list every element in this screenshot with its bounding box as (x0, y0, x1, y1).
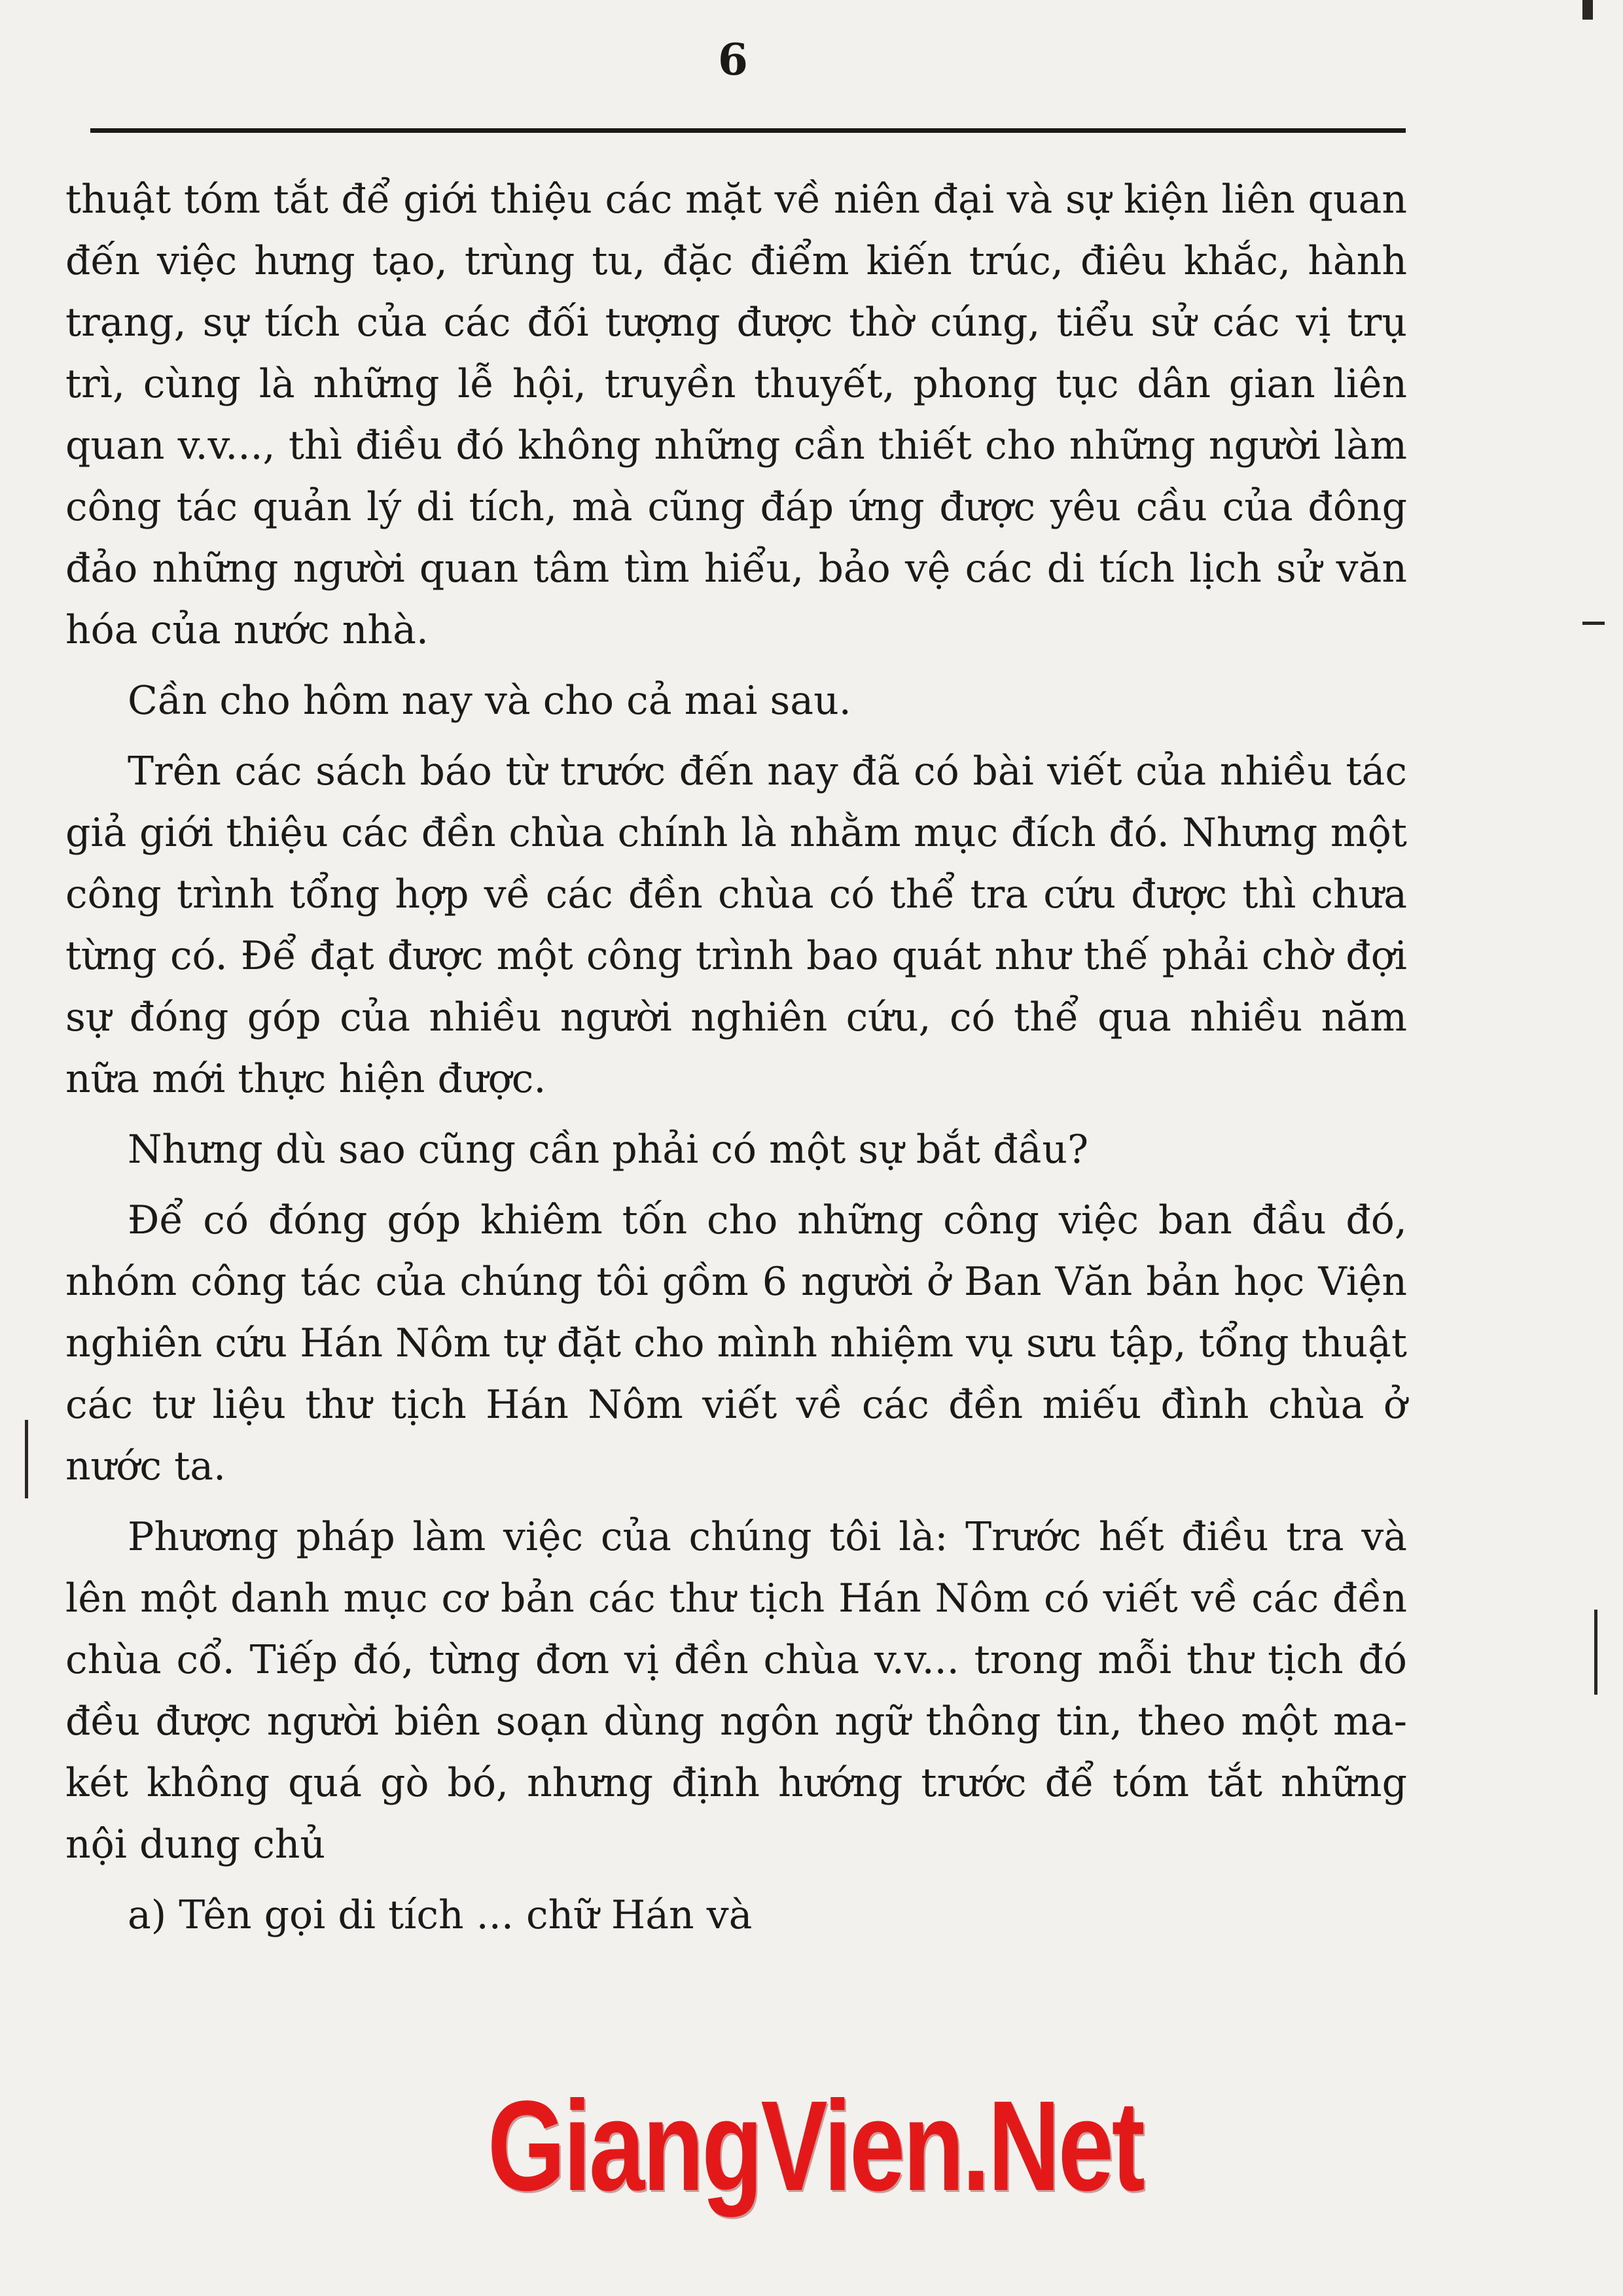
header-rule (90, 128, 1406, 133)
watermark-logo: GiangVien.Net (488, 2074, 1143, 2217)
body-text (65, 169, 1407, 1946)
paragraph-5: Để có đóng góp khiêm tốn cho những công việc ban đầu đó, nhóm công tác của chúng tôi gồm 6 người ở Ban Văn bản học Viện nghiên cứu Hán Nôm tự đặt cho mình nhiệm vụ sưu tập, tổng thuật các tư liệu thư tịch Hán Nôm viết về các đền miếu đình chùa ở nước ta. (65, 1197, 1407, 1489)
scan-edge-mark (1594, 1610, 1597, 1695)
paragraph-7: a) Tên gọi di tích ... chữ Hán và (128, 1892, 753, 1938)
scan-edge-mark (1582, 622, 1605, 625)
scan-edge-mark (25, 1420, 28, 1498)
paragraph-1: thuật tóm tắt để giới thiệu các mặt về niên đại và sự kiện liên quan đến việc hưng tạo, trùng tu, đặc điểm kiến trúc, điêu khắc, hành trạng, sự tích của các đối tượng được thờ cúng, tiểu sử các vị trụ trì, cùng là những lễ hội, truyền thuyết, phong tục dân gian liên quan v.v..., thì điều đó không những cần thiết cho những người làm công tác quản lý di tích, mà cũng đáp ứng được yêu cầu của đông đảo những người quan tâm tìm hiểu, bảo vệ các di tích lịch sử văn hóa của nước nhà. (65, 177, 1407, 653)
scan-edge-mark (1582, 0, 1593, 20)
paragraph-6: Phương pháp làm việc của chúng tôi là: Trước hết điều tra và lên một danh mục cơ bản các thư tịch Hán Nôm có viết về các đền chùa cổ. Tiếp đó, từng đơn vị đền chùa v.v... trong mỗi thư tịch đó đều được người biên soạn dùng ngôn ngữ thông tin, theo một ma-két không quá gò bó, nhưng định hướng trước để tóm tắt những nội dung chủ (65, 1514, 1407, 1867)
paragraph-2: Cần cho hôm nay và cho cả mai sau. (128, 678, 851, 724)
paragraph-4: Nhưng dù sao cũng cần phải có một sự bắt đầu? (128, 1127, 1089, 1173)
page-number: 6 (718, 34, 748, 85)
paragraph-3: Trên các sách báo từ trước đến nay đã có bài viết của nhiều tác giả giới thiệu các đền chùa chính là nhằm mục đích đó. Nhưng một công trình tổng hợp về các đền chùa có thể tra cứu được thì chưa từng có. Để đạt được một công trình bao quát như thế phải chờ đợi sự đóng góp của nhiều người nghiên cứu, có thể qua nhiều năm nữa mới thực hiện được. (65, 749, 1407, 1102)
